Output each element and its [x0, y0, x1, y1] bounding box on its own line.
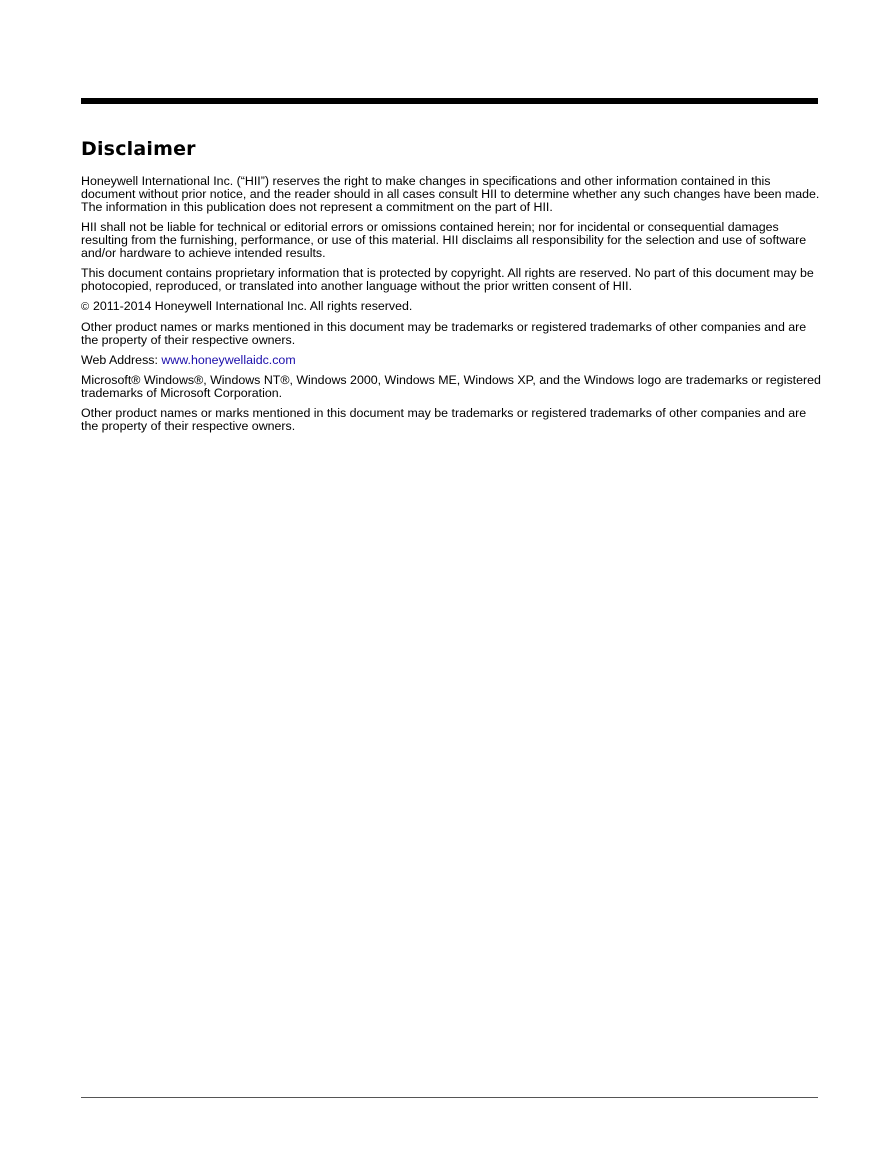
paragraph-liability: HII shall not be liable for technical or editorial errors or omissions contained herein; nor for incidental or consequential damages resulting from the furnishing, performance, or use of this material. HII disclaims all responsibility for the selection and use of software and/or hardware to achieve intended results.	[81, 220, 807, 260]
web-address-link[interactable]: www.honeywellaidc.com	[161, 353, 296, 367]
top-rule	[81, 98, 818, 104]
web-address-label: Web Address:	[81, 353, 162, 367]
paragraph-proprietary: This document contains proprietary information that is protected by copyright. All rights are reserved. No part of this document may be photocopied, reproduced, or translated into another language without the prior written consent of HII.	[81, 266, 814, 293]
page-title: Disclaimer	[81, 138, 196, 160]
bottom-rule	[81, 1097, 818, 1098]
web-address-line	[81, 354, 821, 367]
copyright-text: 2011-2014 Honeywell International Inc. All rights reserved.	[93, 299, 413, 313]
paragraph-trademarks: Other product names or marks mentioned in this document may be trademarks or registered trademarks of other companies and are the property of their respective owners.	[81, 320, 807, 347]
paragraph-rights-to-change: Honeywell International Inc. (“HII”) reserves the right to make changes in specifications and other information contained in this document without prior notice, and the reader should in all cases consult HII to determine whether any such changes have been made. The information in this publication does not represent a commitment on the part of HII.	[81, 174, 820, 214]
paragraph-other-trademarks: Other product names or marks mentioned in this document may be trademarks or registered trademarks of other companies and are the property of their respective owners.	[81, 406, 807, 433]
copyright-icon: ©	[81, 301, 90, 313]
copyright-line	[81, 300, 821, 314]
disclaimer-body	[81, 175, 821, 440]
paragraph-microsoft-trademarks: Microsoft® Windows®, Windows NT®, Windows 2000, Windows ME, Windows XP, and the Windows logo are trademarks or registered trademarks of Microsoft Corporation.	[81, 373, 821, 400]
